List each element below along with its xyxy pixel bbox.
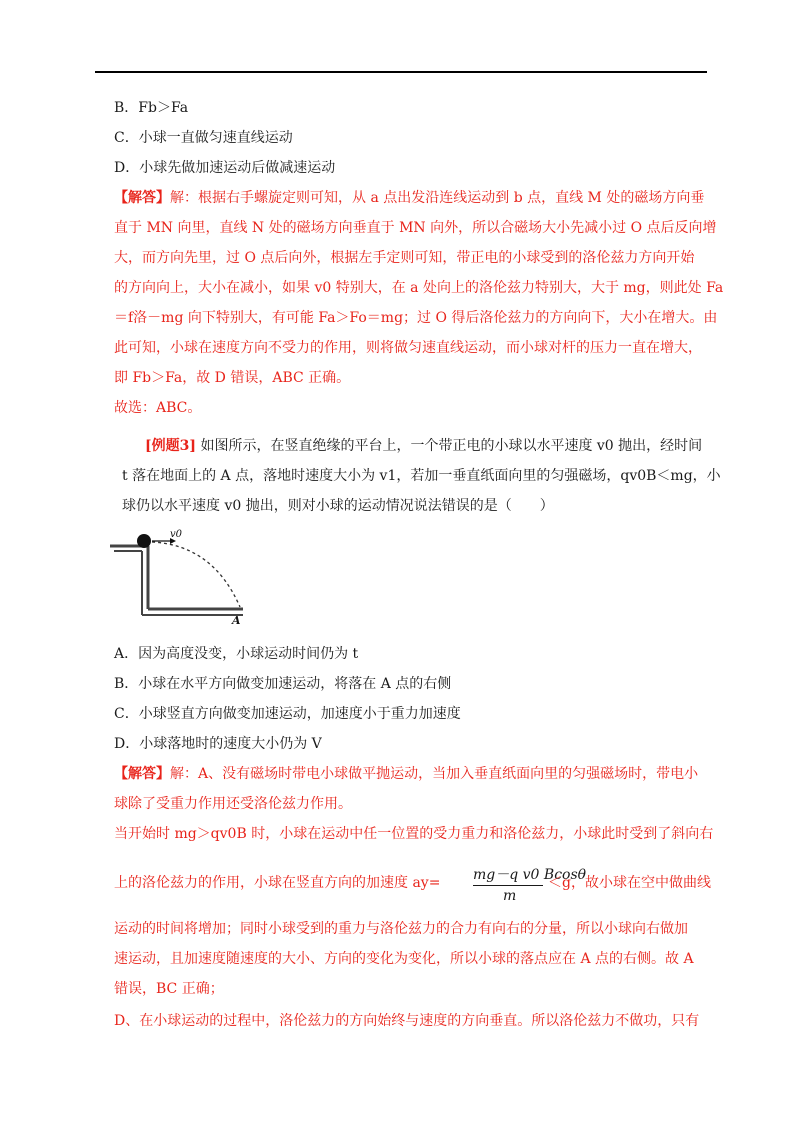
answer1-line-7: 即 Fb＞Fa，故 D 错误，ABC 正确。 <box>114 370 351 386</box>
answer1-line-5: ＝f洛－mg 向下特别大，有可能 Fa＞Fo＝mg；过 O 得后洛伦兹力的方向向下，大小在增大。由 <box>114 310 718 326</box>
answer-tag: 【解答】 <box>114 190 170 206</box>
answer2-line-6: 速运动，且加速度随速度的大小、方向的变化为变化，所以小球的落点应在 A 点的右侧。故 A <box>114 951 694 967</box>
example-tag: [例题3] <box>145 438 196 454</box>
question3-line-3: 球仍以水平速度 v0 抛出，则对小球的运动情况说法错误的是（ ） <box>122 498 554 514</box>
answer2-line-8: D、在小球运动的过程中，洛伦兹力的方向始终与速度的方向垂直。所以洛伦兹力不做功，只有 <box>114 1013 700 1029</box>
answer2-line-4-pre: 上的洛伦兹力的作用，小球在竖直方向的加速度 ay= <box>114 875 441 891</box>
answer2-line-7: 错误，BC 正确； <box>114 981 224 997</box>
answer1-line-1 <box>114 189 704 207</box>
answer2-line-3: 当开始时 mg＞qv0B 时，小球在运动中任一位置的受力重力和洛伦兹力，小球此时受到了斜向右 <box>114 826 714 842</box>
answer1-line-6: 此可知，小球在速度方向不受力的作用，则将做匀速直线运动，而小球对杆的压力一直在增大， <box>114 340 702 356</box>
option-a: A．因为高度没变，小球运动时间仍为 t <box>114 646 359 662</box>
option-d: D．小球落地时的速度大小仍为 V <box>114 736 322 752</box>
answer1-text: 解：根据右手螺旋定则可知，从 a 点出发沿连线运动到 b 点，直线 M 处的磁场方向垂 <box>170 190 705 206</box>
answer1-line-3: 大，而方向先里，过 O 点后向外，根据左手定则可知，带正电的小球受到的洛伦兹力方向开始 <box>114 250 695 266</box>
answer1-choice: 故选：ABC。 <box>114 400 202 416</box>
answer1-line-2: 直于 MN 向里，直线 N 处的磁场方向垂直于 MN 向外，所以合磁场大小先减小过 O 点后反向增 <box>114 220 717 236</box>
point-a-label: A <box>232 614 241 625</box>
formula-fraction-bar <box>473 885 543 886</box>
answer2-text: 解：A、没有磁场时带电小球做平抛运动，当加入垂直纸面向里的匀强磁场时，带电小 <box>170 766 699 782</box>
ball <box>137 534 151 548</box>
velocity-label: v0 <box>170 529 183 540</box>
option-c: C．小球竖直方向做变加速运动，加速度小于重力加速度 <box>114 706 461 722</box>
option-b: B．小球在水平方向做变加速运动，将落在 A 点的右侧 <box>114 676 452 692</box>
answer2-tag: 【解答】 <box>114 766 170 782</box>
option-c-prev: C．小球一直做匀速直线运动 <box>114 130 293 146</box>
acceleration-formula <box>473 856 587 910</box>
trajectory-curve <box>152 542 240 607</box>
formula-numerator: mg－q v0 Bcosθ <box>473 867 587 883</box>
option-b-prev: B．Fb＞Fa <box>114 100 189 116</box>
option-d-prev: D．小球先做加速运动后做减速运动 <box>114 160 336 176</box>
answer2-line-1 <box>114 765 698 783</box>
question3-line-1 <box>145 437 702 455</box>
question3-line-2: t 落在地面上的 A 点，落地时速度大小为 v1，若加一垂直纸面向里的匀强磁场，qv0B＜mg，小 <box>122 468 721 484</box>
header-rule <box>95 71 707 73</box>
answer2-line-2: 球除了受重力作用还受洛伦兹力作用。 <box>114 796 352 812</box>
formula-denominator: m <box>503 888 517 904</box>
projectile-figure <box>108 525 248 625</box>
answer1-line-4: 的方向向上，大小在减小，如果 v0 特别大，在 a 处向上的洛伦兹力特别大，大于 mg，则此处 Fa <box>114 280 724 296</box>
question3-text: 如图所示，在竖直绝缘的平台上，一个带正电的小球以水平速度 v0 抛出，经时间 <box>200 438 703 454</box>
answer2-line-5: 运动的时间将增加；同时小球受到的重力与洛伦兹力的合力有向右的分量，所以小球向右做加 <box>114 921 688 937</box>
answer2-line-4-post: ＜g，故小球在空中做曲线 <box>548 875 711 891</box>
